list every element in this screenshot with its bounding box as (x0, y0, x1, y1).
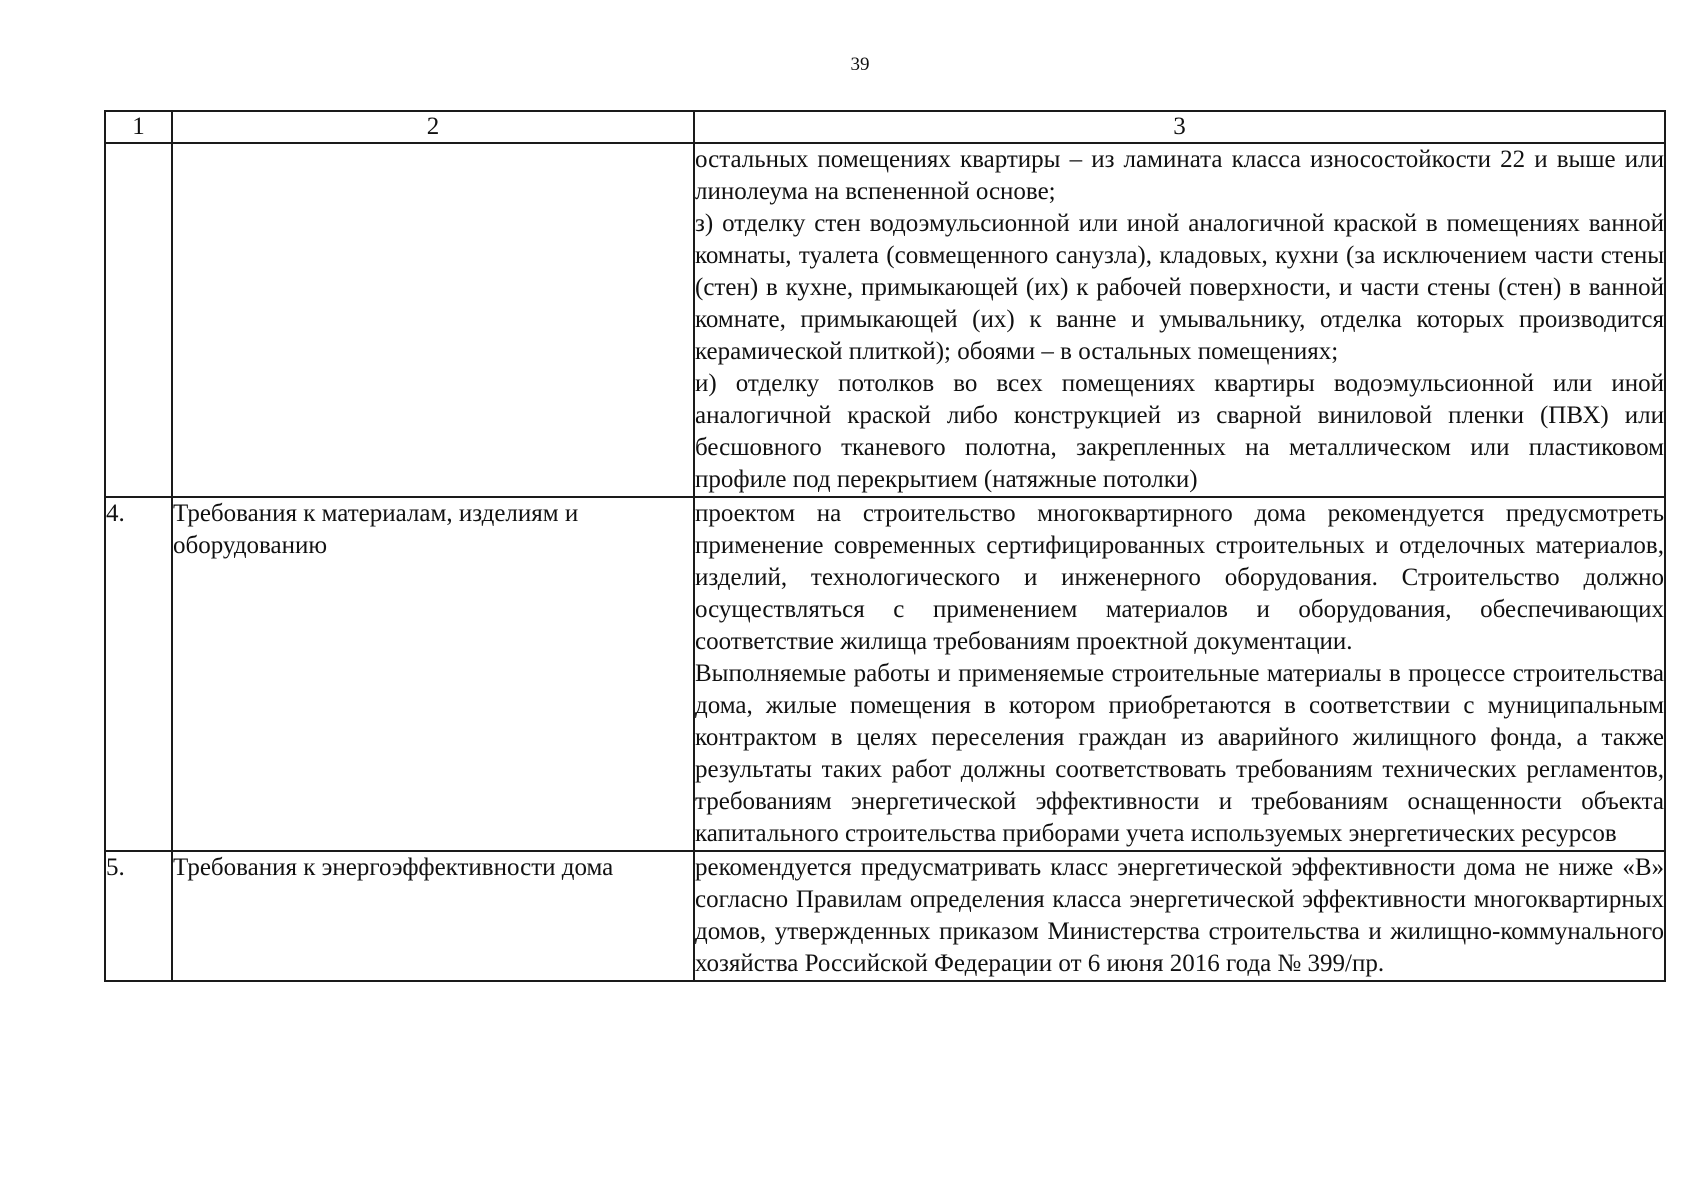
page-number: 39 (850, 54, 870, 75)
column-header-3: 3 (694, 111, 1665, 143)
row-text-cell (694, 497, 1665, 851)
row-number-cell: 4. (105, 497, 172, 851)
requirements-table (104, 110, 1666, 982)
table-header-row (105, 111, 1665, 143)
row-text-cell (694, 851, 1665, 981)
row-number-cell: 5. (105, 851, 172, 981)
row-title-cell (172, 143, 694, 497)
row-text-cell (694, 143, 1665, 497)
table-row-5 (105, 851, 1665, 981)
text-paragraph: проектом на строительство многоквартирного дома рекомендуется предусмотреть применение современных сертифицированных строительных и отделочных материалов, изделий, технологического и инженерного оборудования. Строительство должно осуществляться с применением материалов и оборудования, обеспечивающих соответствие жилища требованиям проектной документации. (695, 500, 1664, 655)
table-row-continued (105, 143, 1665, 497)
row-title-cell: Требования к энергоэффективности дома (172, 851, 694, 981)
text-paragraph: рекомендуется предусматривать класс энергетической эффективности дома не ниже «В» согласно Правилам определения класса энергетической эффективности многоквартирных домов, утвержденных приказом Министерства строительства и жилищно-коммунального хозяйства Российской Федерации от 6 июня 2016 года № 399/пр. (695, 854, 1664, 977)
table-row-4 (105, 497, 1665, 851)
row-number-cell (105, 143, 172, 497)
text-paragraph: з) отделку стен водоэмульсионной или иной аналогичной краской в помещениях ванной комнаты, туалета (совмещенного санузла), кладовых, кухни (за исключением части стены (стен) в кухне, примыкающей (их) к рабочей поверхности, и части стены (стен) в ванной комнате, примыкающей (их) к ванне и умывальнику, отделка которых производится керамической плиткой); обоями – в остальных помещениях; (695, 210, 1664, 365)
text-paragraph: и) отделку потолков во всех помещениях квартиры водоэмульсионной или иной аналогичной краской либо конструкцией из сварной виниловой пленки (ПВХ) или бесшовного тканевого полотна, закрепленных на металлическом или пластиковом профиле под перекрытием (натяжные потолки) (695, 370, 1664, 493)
text-paragraph: остальных помещениях квартиры – из ламината класса износостойкости 22 и выше или линолеума на вспененной основе; (695, 146, 1664, 205)
column-header-1: 1 (105, 111, 172, 143)
text-paragraph: Выполняемые работы и применяемые строительные материалы в процессе строительства дома, жилые помещения в котором приобретаются в соответствии с муниципальным контрактом в целях переселения граждан из аварийного жилищного фонда, а также результаты таких работ должны соответствовать требованиям технических регламентов, требованиям энергетической эффективности и требованиям оснащенности объекта капитального строительства приборами учета используемых энергетических ресурсов (695, 660, 1664, 847)
row-title-cell: Требования к материалам, изделиям и оборудованию (172, 497, 694, 851)
column-header-2: 2 (172, 111, 694, 143)
